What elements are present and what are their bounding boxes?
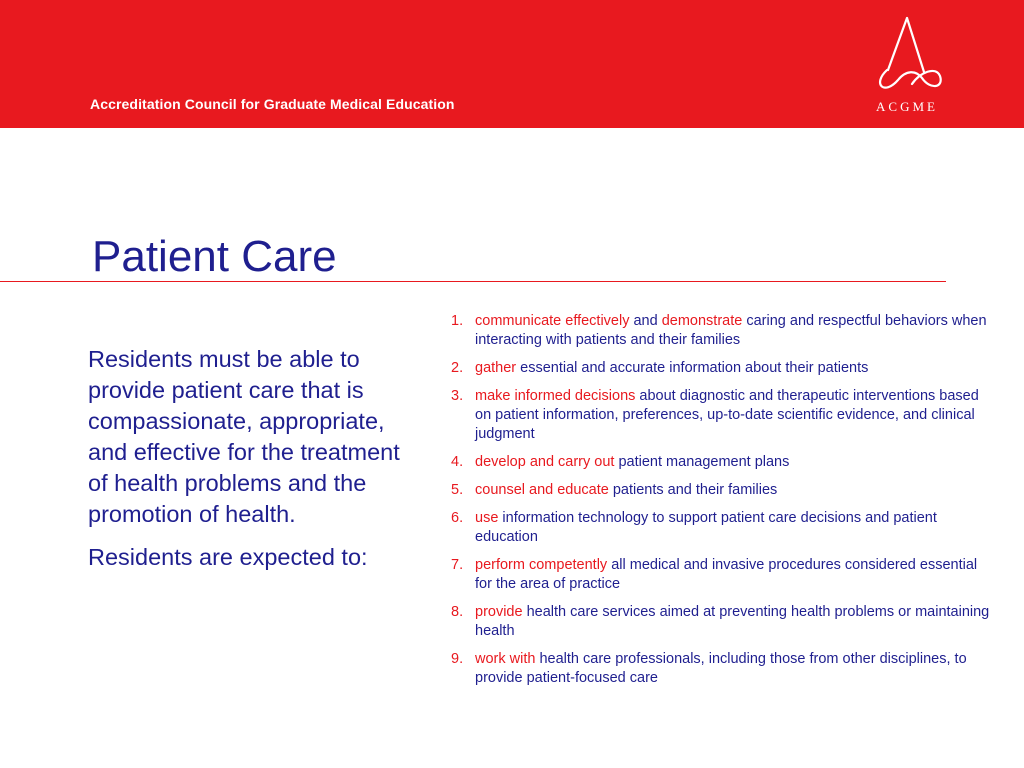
item-verb: make informed decisions: [475, 388, 636, 404]
item-number: 5.: [451, 482, 464, 498]
item-text: health care professionals, including those from other disciplines, to provide patient-focused care: [475, 651, 967, 686]
item-text: and: [629, 313, 662, 329]
acgme-logo: [864, 14, 950, 124]
item-number: 1.: [451, 313, 464, 329]
item-text: health care services aimed at preventing health problems or maintaining health: [475, 604, 990, 639]
item-number: 4.: [451, 454, 464, 470]
list-item: [451, 650, 991, 688]
item-number: 9.: [451, 651, 464, 667]
item-text: all medical and invasive procedures considered essential for the area of practice: [475, 557, 978, 592]
list-item: [451, 509, 991, 547]
list-item: [451, 359, 991, 378]
header-banner: [0, 0, 1024, 128]
item-verb: demonstrate: [661, 313, 743, 329]
item-text: information technology to support patient care decisions and patient education: [475, 510, 937, 545]
item-number: 8.: [451, 604, 464, 620]
item-text: essential and accurate information about their patients: [516, 360, 869, 376]
item-text: about diagnostic and therapeutic interventions based on patient information, preferences, up-to-date scientific evidence, and clinical judgment: [475, 388, 979, 442]
intro-text: [88, 344, 418, 585]
list-item: [451, 603, 991, 641]
item-verb: communicate effectively: [475, 313, 630, 329]
item-verb: counsel and educate: [475, 482, 609, 498]
organization-name: Accreditation Council for Graduate Medical Education: [90, 96, 455, 112]
item-text: caring and respectful behaviors when interacting with patients and their families: [475, 313, 987, 348]
title-divider: [0, 281, 946, 282]
list-item: [451, 453, 991, 472]
intro-paragraph: Residents are expected to:: [88, 544, 368, 570]
item-text: patients and their families: [608, 482, 778, 498]
item-verb: provide: [475, 604, 523, 620]
slide-title: Patient Care: [92, 232, 337, 281]
item-verb: gather: [475, 360, 517, 376]
list-item: [451, 312, 991, 350]
item-verb: develop and carry out: [475, 454, 615, 470]
item-verb: perform competently: [475, 557, 608, 573]
logo-text: ACGME: [876, 99, 938, 114]
list-item: [451, 387, 991, 444]
competency-list: [451, 312, 991, 697]
item-verb: use: [475, 510, 499, 526]
intro-paragraph: Residents must be able to provide patient care that is compassionate, appropriate, and effective for the treatment of health problems and the promotion of health.: [88, 346, 400, 527]
item-number: 3.: [451, 388, 464, 404]
item-number: 6.: [451, 510, 464, 526]
item-verb: work with: [475, 651, 536, 667]
list-item: [451, 556, 991, 594]
logo-a-mark-icon: [864, 14, 950, 98]
item-text: patient management plans: [614, 454, 790, 470]
item-number: 2.: [451, 360, 464, 376]
list-item: [451, 481, 991, 500]
item-number: 7.: [451, 557, 464, 573]
